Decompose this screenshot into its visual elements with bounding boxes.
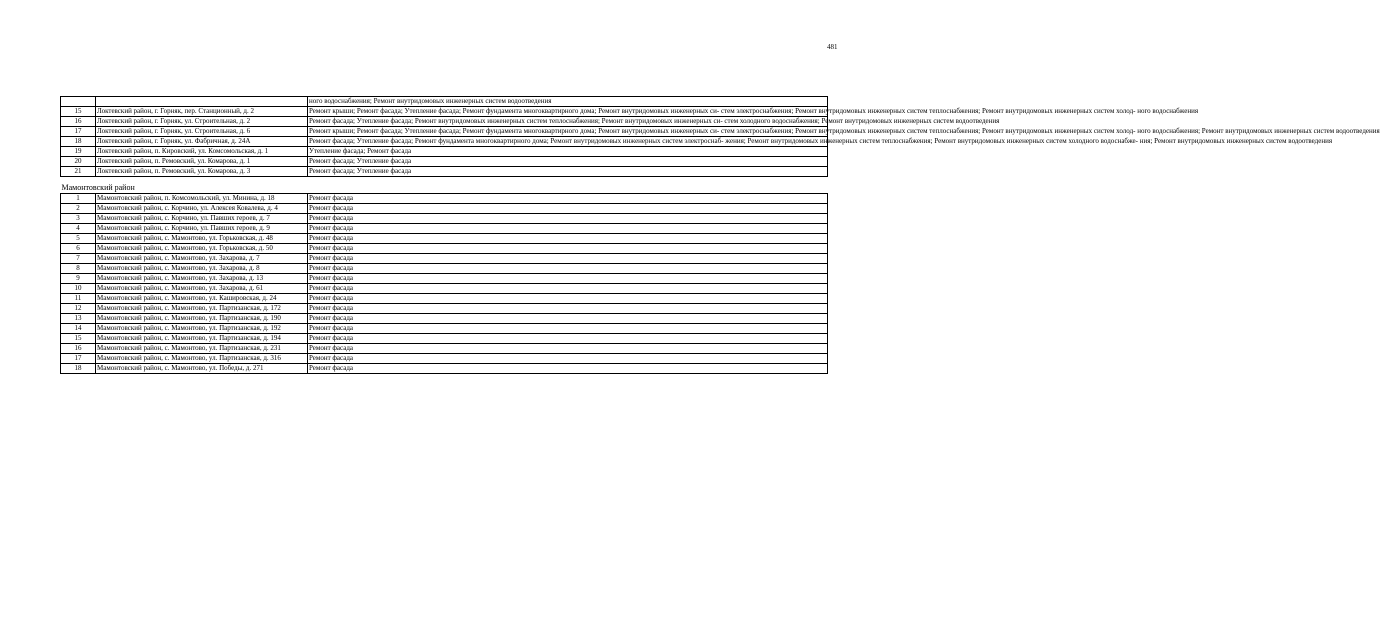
row-works: ного водоснабжения; Ремонт внутридомовых инженерных систем водоотведения — [308, 97, 828, 107]
row-address: Мамонтовский район, с. Мамонтово, ул. Захарова, д. 8 — [96, 264, 308, 274]
table-row — [61, 254, 828, 264]
table-row — [61, 137, 828, 147]
row-works: Ремонт фасада — [308, 224, 828, 234]
row-address: Мамонтовский район, п. Комсомольский, ул. Минина, д. 18 — [96, 194, 308, 204]
row-number: 15 — [61, 334, 96, 344]
row-number: 16 — [61, 117, 96, 127]
table-row — [61, 157, 828, 167]
table-row — [61, 194, 828, 204]
row-number: 7 — [61, 254, 96, 264]
row-number: 14 — [61, 324, 96, 334]
table-row — [61, 274, 828, 284]
row-works: Ремонт фасада; Утепление фасада — [308, 157, 828, 167]
row-address: Локтевский район, г. Горняк, ул. Строительная, д. 2 — [96, 117, 308, 127]
row-works: Ремонт фасада — [308, 204, 828, 214]
row-address: Мамонтовский район, с. Мамонтово, ул. Захарова, д. 7 — [96, 254, 308, 264]
row-works: Ремонт фасада — [308, 334, 828, 344]
row-number: 17 — [61, 127, 96, 137]
row-works: Ремонт фасада — [308, 364, 828, 374]
table-row — [61, 334, 828, 344]
row-address: Локтевский район, п. Ремовский, ул. Комарова, д. 1 — [96, 157, 308, 167]
row-number — [61, 97, 96, 107]
table-row — [61, 107, 828, 117]
row-number: 6 — [61, 244, 96, 254]
row-address: Мамонтовский район, с. Корчино, ул. Павших героев, д. 9 — [96, 224, 308, 234]
row-number: 17 — [61, 354, 96, 364]
row-works: Ремонт крыши; Ремонт фасада; Утепление фасада; Ремонт фундамента многоквартирного дома; Ремонт внутридомовых инженерных си- стем электроснабжения; Ремонт внутридомовых инженерных систем теплоснабжения; Ремонт внутридомовых инженерных систем холод- ного водоснабжения; Ремонт внутридомовых инженерных систем водоотведения — [309, 127, 1380, 135]
row-address: Мамонтовский район, с. Мамонтово, ул. Горьковская, д. 48 — [96, 234, 308, 244]
row-works: Ремонт фасада; Утепление фасада; Ремонт фундамента многоквартирного дома; Ремонт внутридомовых инженерных систем электроснаб- жения; Ремонт внутридомовых инженерных систем теплоснабжения; Ремонт внутридомовых инженерных систем холодного водоснабже- ния; Ремонт внутридомовых инженерных систем водоотведения — [309, 137, 1333, 145]
row-address: Мамонтовский район, с. Мамонтово, ул. Захарова, д. 61 — [96, 284, 308, 294]
row-address: Локтевский район, г. Горняк, ул. Фабричная, д. 24А — [96, 137, 308, 147]
row-works: Ремонт крыши; Ремонт фасада; Утепление фасада; Ремонт фундамента многоквартирного дома; Ремонт внутридомовых инженерных си- стем электроснабжения; Ремонт внутридомовых инженерных систем теплоснабжения; Ремонт внутридомовых инженерных систем холод- ного водоснабжения — [309, 107, 1199, 115]
row-address: Мамонтовский район, с. Мамонтово, ул. Партизанская, д. 194 — [96, 334, 308, 344]
table-row — [61, 304, 828, 314]
row-works: Ремонт фасада; Утепление фасада; Ремонт внутридомовых инженерных систем теплоснабжения; Ремонт внутридомовых инженерных си- стем холодного водоснабжения; Ремонт внутридомовых инженерных систем водоотведения — [309, 117, 1000, 125]
row-number: 15 — [61, 107, 96, 117]
row-address: Локтевский район, г. Горняк, пер. Станционный, д. 2 — [96, 107, 308, 117]
table-row — [61, 324, 828, 334]
row-number: 13 — [61, 314, 96, 324]
row-number: 9 — [61, 274, 96, 284]
table-row — [61, 284, 828, 294]
row-works: Ремонт фасада — [308, 254, 828, 264]
row-address: Мамонтовский район, с. Мамонтово, ул. Захарова, д. 13 — [96, 274, 308, 284]
table-row — [61, 214, 828, 224]
row-number: 12 — [61, 304, 96, 314]
table-row — [61, 147, 828, 157]
row-number: 18 — [61, 364, 96, 374]
repair-table — [60, 96, 1380, 374]
table-row — [61, 224, 828, 234]
table-row — [61, 264, 828, 274]
row-works: Ремонт фасада — [308, 284, 828, 294]
row-number: 2 — [61, 204, 96, 214]
row-works: Ремонт фасада — [308, 264, 828, 274]
row-works: Утепление фасада; Ремонт фасада — [308, 147, 828, 157]
table-row — [61, 204, 828, 214]
table-row — [61, 364, 828, 374]
row-address: Мамонтовский район, с. Мамонтово, ул. Партизанская, д. 316 — [96, 354, 308, 364]
row-number: 21 — [61, 167, 96, 177]
table-row — [61, 244, 828, 254]
row-address: Мамонтовский район, с. Мамонтово, ул. Горьковская, д. 50 — [96, 244, 308, 254]
row-address: Мамонтовский район, с. Мамонтово, ул. Партизанская, д. 190 — [96, 314, 308, 324]
row-address: Мамонтовский район, с. Мамонтово, ул. Партизанская, д. 172 — [96, 304, 308, 314]
row-number: 16 — [61, 344, 96, 354]
table-row — [61, 234, 828, 244]
row-works: Ремонт фасада — [308, 344, 828, 354]
table-row — [61, 314, 828, 324]
table-row — [61, 354, 828, 364]
row-works: Ремонт фасада — [308, 324, 828, 334]
row-works: Ремонт фасада — [308, 274, 828, 284]
row-number: 8 — [61, 264, 96, 274]
row-works: Ремонт фасада — [308, 244, 828, 254]
row-number: 5 — [61, 234, 96, 244]
row-number: 4 — [61, 224, 96, 234]
row-number: 1 — [61, 194, 96, 204]
row-number: 11 — [61, 294, 96, 304]
row-number: 20 — [61, 157, 96, 167]
section-header-row — [61, 177, 828, 194]
row-number: 18 — [61, 137, 96, 147]
mamontovsky-rows — [61, 194, 828, 374]
row-address: Мамонтовский район, с. Мамонтово, ул. Кашировская, д. 24 — [96, 294, 308, 304]
row-address: Мамонтовский район, с. Мамонтово, ул. Партизанская, д. 192 — [96, 324, 308, 334]
row-address: Мамонтовский район, с. Корчино, ул. Алексея Ковалева, д. 4 — [96, 204, 308, 214]
page-number: 481 — [827, 43, 838, 51]
row-address: Локтевский район, п. Кировский, ул. Комсомольская, д. 1 — [96, 147, 308, 157]
section-title: Мамонтовский район — [61, 177, 828, 194]
row-works: Ремонт фасада — [308, 194, 828, 204]
row-works: Ремонт фасада — [308, 214, 828, 224]
row-address: Мамонтовский район, с. Мамонтово, ул. Победы, д. 271 — [96, 364, 308, 374]
mamontovsky-section — [61, 177, 828, 194]
row-address — [96, 97, 308, 107]
table-row — [61, 344, 828, 354]
row-works: Ремонт фасада — [308, 354, 828, 364]
table-row — [61, 167, 828, 177]
row-address: Мамонтовский район, с. Мамонтово, ул. Партизанская, д. 231 — [96, 344, 308, 354]
row-works: Ремонт фасада — [308, 314, 828, 324]
row-works: Ремонт фасада — [308, 234, 828, 244]
table-row — [61, 294, 828, 304]
row-number: 3 — [61, 214, 96, 224]
row-address: Локтевский район, г. Горняк, ул. Строительная, д. 6 — [96, 127, 308, 137]
row-number: 10 — [61, 284, 96, 294]
row-works: Ремонт фасада — [308, 294, 828, 304]
row-number: 19 — [61, 147, 96, 157]
table-row — [61, 97, 828, 107]
row-address: Мамонтовский район, с. Корчино, ул. Павших героев, д. 7 — [96, 214, 308, 224]
loktevsky-rows — [61, 97, 1380, 177]
table-row — [61, 117, 828, 127]
row-address: Локтевский район, п. Ремовский, ул. Комарова, д. 3 — [96, 167, 308, 177]
row-works: Ремонт фасада — [308, 304, 828, 314]
table-row — [61, 127, 828, 137]
row-works: Ремонт фасада; Утепление фасада — [308, 167, 828, 177]
